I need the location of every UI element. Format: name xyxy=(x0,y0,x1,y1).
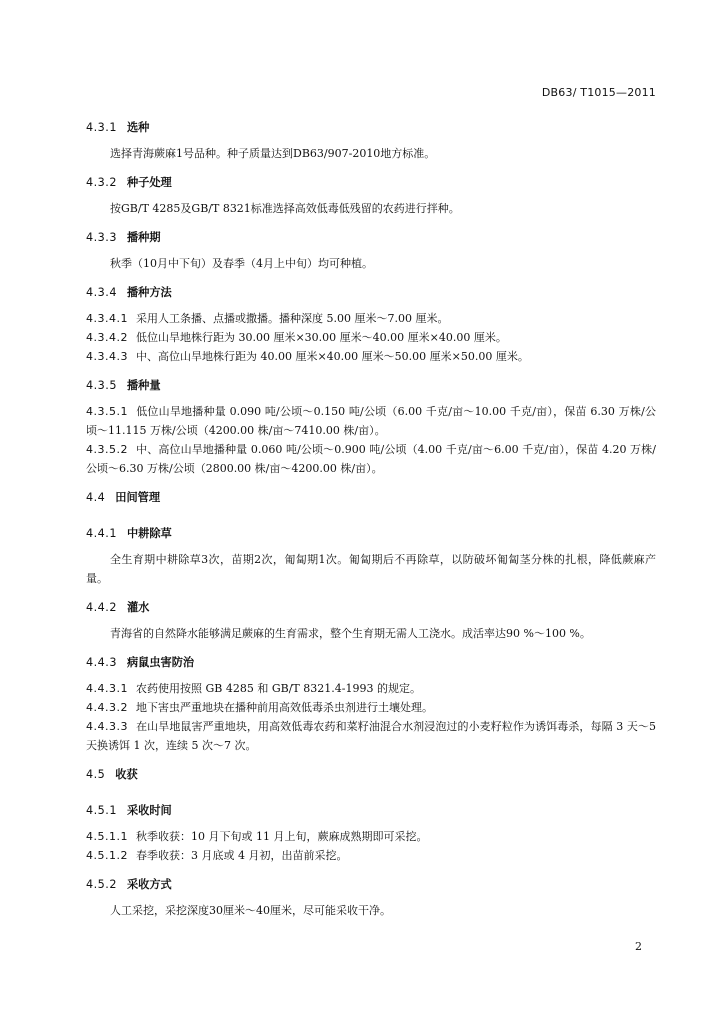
section-number: 4.4 xyxy=(86,491,106,504)
section-heading xyxy=(86,655,656,671)
clause-number: 4.4.3.2 xyxy=(86,701,128,714)
clause-number: 4.3.5.1 xyxy=(86,405,128,418)
clause-text: 中、高位山旱地播种量 0.060 吨/公顷～0.900 吨/公顷（4.00 千克/亩～6.00 千克/亩），保苗 4.20 万株/公顷～6.30 万株/公顷（2800.00 株/亩～4200.00 株/亩）。 xyxy=(86,443,656,475)
paragraph: 按GB/T 4285及GB/T 8321标准选择高效低毒低残留的农药进行拌种。 xyxy=(110,202,460,215)
numbered-clause xyxy=(86,309,656,328)
section-number: 4.4.2 xyxy=(86,601,117,614)
section-number: 4.4.1 xyxy=(86,527,117,540)
section-heading xyxy=(86,285,656,301)
section-title: 种子处理 xyxy=(126,176,172,189)
section-title: 采收时间 xyxy=(126,804,172,817)
clause-number: 4.3.4.2 xyxy=(86,331,128,344)
section-title: 播种方法 xyxy=(126,286,172,299)
clause-text: 低位山旱地株行距为 30.00 厘米×30.00 厘米～40.00 厘米×40.00 厘米。 xyxy=(135,331,507,344)
section-heading xyxy=(86,378,656,394)
document-code-header: DB63/ T1015—2011 xyxy=(541,86,656,99)
clause-text: 秋季收获：10 月下旬或 11 月上旬，蕨麻成熟期即可采挖。 xyxy=(135,830,428,843)
clause-text: 低位山旱地播种量 0.090 吨/公顷～0.150 吨/公顷（6.00 千克/亩～10.00 千克/亩），保苗 6.30 万株/公顷～11.115 万株/公顷（4200.00 株/亩～7410.00 株/亩）。 xyxy=(86,405,656,437)
section-number: 4.3.1 xyxy=(86,121,117,134)
clause-text: 在山旱地鼠害严重地块，用高效低毒农药和菜籽油混合水剂浸泡过的小麦籽粒作为诱饵毒杀，每隔 3 天～5 天换诱饵 1 次，连续 5 次～7 次。 xyxy=(86,720,656,752)
section-title: 病鼠虫害防治 xyxy=(126,656,195,669)
section-title: 播种期 xyxy=(126,231,161,244)
clause-text: 采用人工条播、点播或撒播。播种深度 5.00 厘米～7.00 厘米。 xyxy=(135,312,449,325)
clause-text: 春季收获：3 月底或 4 月初，出苗前采挖。 xyxy=(135,849,348,862)
clause-text: 农药使用按照 GB 4285 和 GB/T 8321.4-1993 的规定。 xyxy=(135,682,421,695)
numbered-clause xyxy=(86,698,656,717)
numbered-clause xyxy=(86,347,656,366)
numbered-clause xyxy=(86,679,656,698)
section-number: 4.4.3 xyxy=(86,656,117,669)
numbered-clause xyxy=(86,846,656,865)
section-number: 4.5 xyxy=(86,768,106,781)
numbered-clause xyxy=(86,440,656,478)
paragraph: 选择青海蕨麻1号品种。种子质量达到DB63/907-2010地方标准。 xyxy=(110,147,436,160)
section-heading xyxy=(86,600,656,616)
clause-number: 4.4.3.1 xyxy=(86,682,128,695)
section-number: 4.5.2 xyxy=(86,878,117,891)
paragraph: 青海省的自然降水能够满足蕨麻的生育需求，整个生育期无需人工浇水。成活率达90 %～100 %。 xyxy=(110,627,591,640)
numbered-clause xyxy=(86,328,656,347)
section-title: 灌水 xyxy=(126,601,150,614)
numbered-clause xyxy=(86,717,656,755)
numbered-clause xyxy=(86,827,656,846)
section-heading xyxy=(86,490,656,506)
clause-number: 4.3.4.1 xyxy=(86,312,128,325)
section-heading xyxy=(86,877,656,893)
clause-number: 4.5.1.2 xyxy=(86,849,128,862)
section-title: 播种量 xyxy=(126,379,161,392)
section-number: 4.5.1 xyxy=(86,804,117,817)
clause-text: 中、高位山旱地株行距为 40.00 厘米×40.00 厘米～50.00 厘米×50.00 厘米。 xyxy=(135,350,529,363)
section-title: 采收方式 xyxy=(126,878,172,891)
section-heading xyxy=(86,803,656,819)
section-heading xyxy=(86,767,656,783)
section-title: 选种 xyxy=(126,121,150,134)
numbered-clause xyxy=(86,402,656,440)
clause-text: 地下害虫严重地块在播种前用高效低毒杀虫剂进行土壤处理。 xyxy=(135,701,433,714)
section-title: 田间管理 xyxy=(115,491,161,504)
section-heading xyxy=(86,120,656,136)
paragraph: 人工采挖，采挖深度30厘米～40厘米，尽可能采收干净。 xyxy=(110,904,391,917)
section-number: 4.3.4 xyxy=(86,286,117,299)
paragraph: 秋季（10月中下旬）及春季（4月上中旬）均可种植。 xyxy=(110,257,373,270)
clause-number: 4.3.5.2 xyxy=(86,443,128,456)
document-body xyxy=(86,120,656,920)
section-heading xyxy=(86,230,656,246)
page-number: 2 xyxy=(635,940,642,953)
section-number: 4.3.2 xyxy=(86,176,117,189)
clause-number: 4.5.1.1 xyxy=(86,830,128,843)
paragraph: 全生育期中耕除草3次，苗期2次，匍匐期1次。匍匐期后不再除草，以防破坏匍匐茎分株的扎根，降低蕨麻产量。 xyxy=(86,553,656,585)
clause-number: 4.4.3.3 xyxy=(86,720,128,733)
section-heading xyxy=(86,175,656,191)
clause-number: 4.3.4.3 xyxy=(86,350,128,363)
section-title: 中耕除草 xyxy=(126,527,172,540)
section-number: 4.3.3 xyxy=(86,231,117,244)
section-heading xyxy=(86,526,656,542)
section-number: 4.3.5 xyxy=(86,379,117,392)
section-title: 收获 xyxy=(115,768,138,781)
